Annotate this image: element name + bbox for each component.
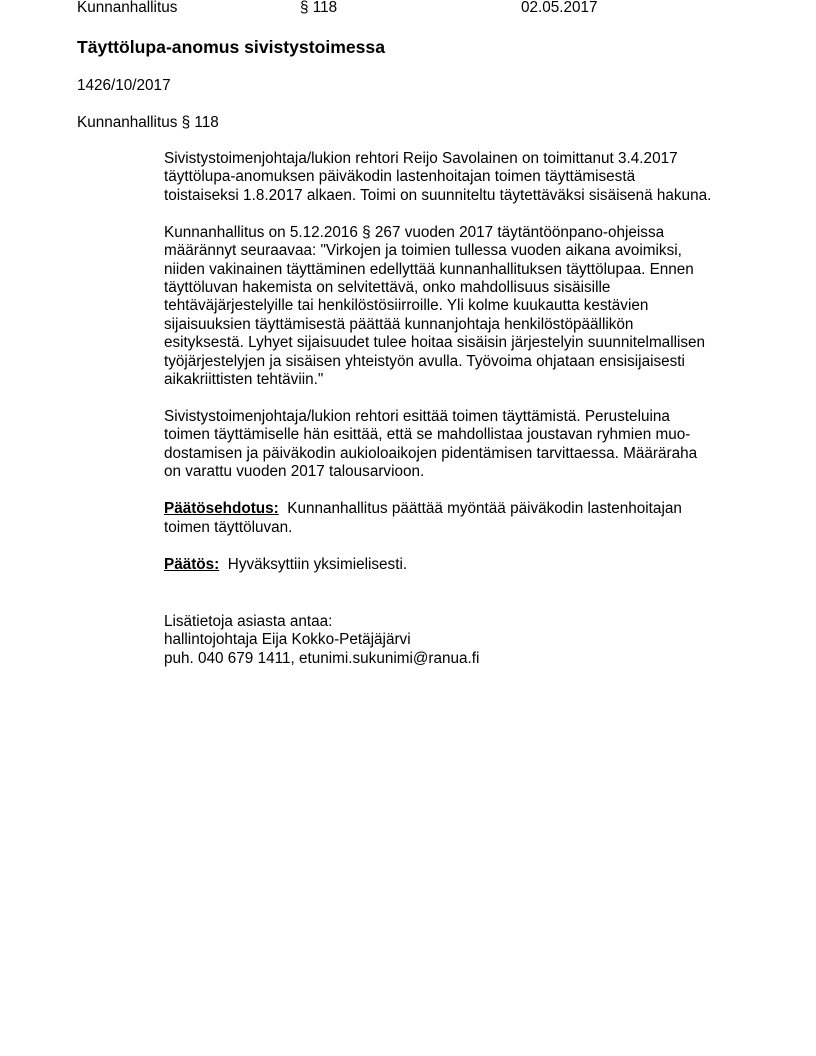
contact-intro: Lisätietoja asiasta antaa: — [164, 613, 333, 630]
record-number: 1426/10/2017 — [77, 77, 171, 94]
document-body — [164, 150, 754, 593]
contact-info — [164, 613, 479, 668]
paragraph-line: täyttölupa-anomuksen päiväkodin lastenhoitajan toimen täyttämisestä — [164, 168, 636, 186]
paragraph-line: sijaisuuksien täyttämisestä päättää kunnanjohtaja henkilöstöpäällikön — [164, 315, 634, 333]
paragraph-line: dostamisen ja päiväkodin aukioloaikojen pidentämisen tarvittaessa. Määräraha — [164, 444, 698, 462]
contact-details: puh. 040 679 1411, etunimi.sukunimi@ranua.fi — [164, 649, 480, 667]
header-section: § 118 — [300, 0, 338, 16]
paragraph-line: toistaiseksi 1.8.2017 alkaen. Toimi on suunniteltu täytettäväksi sisäisenä hakuna. — [164, 186, 712, 204]
contact-person: hallintojohtaja Eija Kokko-Petäjäjärvi — [164, 631, 411, 649]
decision-proposal — [164, 500, 754, 537]
paragraph-line: aikakriittisten tehtäviin." — [164, 371, 324, 389]
decision — [164, 556, 754, 574]
paragraph-justification — [164, 408, 754, 482]
paragraph-line: on varattu vuoden 2017 talousarvioon. — [164, 463, 425, 481]
paragraph-line: täyttöluvan hakemista on selvitettävä, onko mahdollisuus sisäisille — [164, 279, 611, 297]
decision-proposal-text: Kunnanhallitus päättää myöntää päiväkodin lastenhoitajan — [287, 500, 682, 518]
paragraph-line: työjärjestelyjen ja sisäisen yhteistyön avulla. Työvoima ohjataan ensisijaisesti — [164, 352, 685, 370]
header-date: 02.05.2017 — [521, 0, 598, 16]
paragraph-line: toimen täyttämiselle hän esittää, että se mahdollistaa joustavan ryhmien muo- — [164, 426, 691, 444]
paragraph-line: Sivistystoimenjohtaja/lukion rehtori esittää toimen täyttämistä. Perusteluina — [164, 408, 670, 426]
paragraph-line: määrännyt seuraavaa: "Virkojen ja toimien tullessa vuoden aikana avoimiksi, — [164, 242, 682, 260]
paragraph-guidelines — [164, 224, 754, 390]
paragraph-line: Kunnanhallitus on 5.12.2016 § 267 vuoden 2017 täytäntöönpano-ohjeissa — [164, 223, 665, 241]
paragraph-line: niiden vakinainen täyttäminen edellyttää kunnanhallituksen täyttölupaa. Ennen — [164, 260, 694, 278]
paragraph-line: Sivistystoimenjohtaja/lukion rehtori Reijo Savolainen on toimittanut 3.4.2017 — [164, 150, 678, 167]
paragraph-application — [164, 150, 754, 205]
document-title: Täyttölupa-anomus sivistystoimessa — [77, 37, 385, 57]
decision-label: Päätös: — [164, 555, 220, 573]
paragraph-line: esityksestä. Lyhyet sijaisuudet tulee hoitaa sisäisin järjestelyin suunnitelmallisen — [164, 334, 706, 352]
decision-proposal-text-2: toimen täyttöluvan. — [164, 518, 293, 536]
header-body-name: Kunnanhallitus — [77, 0, 178, 16]
decision-proposal-label: Päätösehdotus: — [164, 500, 279, 518]
paragraph-line: tehtäväjärjestelyille tai henkilöstösiirroille. Yli kolme kuukautta kestävien — [164, 297, 649, 315]
body-section-reference: Kunnanhallitus § 118 — [77, 114, 219, 131]
decision-proposal-line — [164, 500, 754, 518]
decision-line — [164, 556, 754, 574]
decision-text: Hyväksyttiin yksimielisesti. — [227, 555, 408, 573]
